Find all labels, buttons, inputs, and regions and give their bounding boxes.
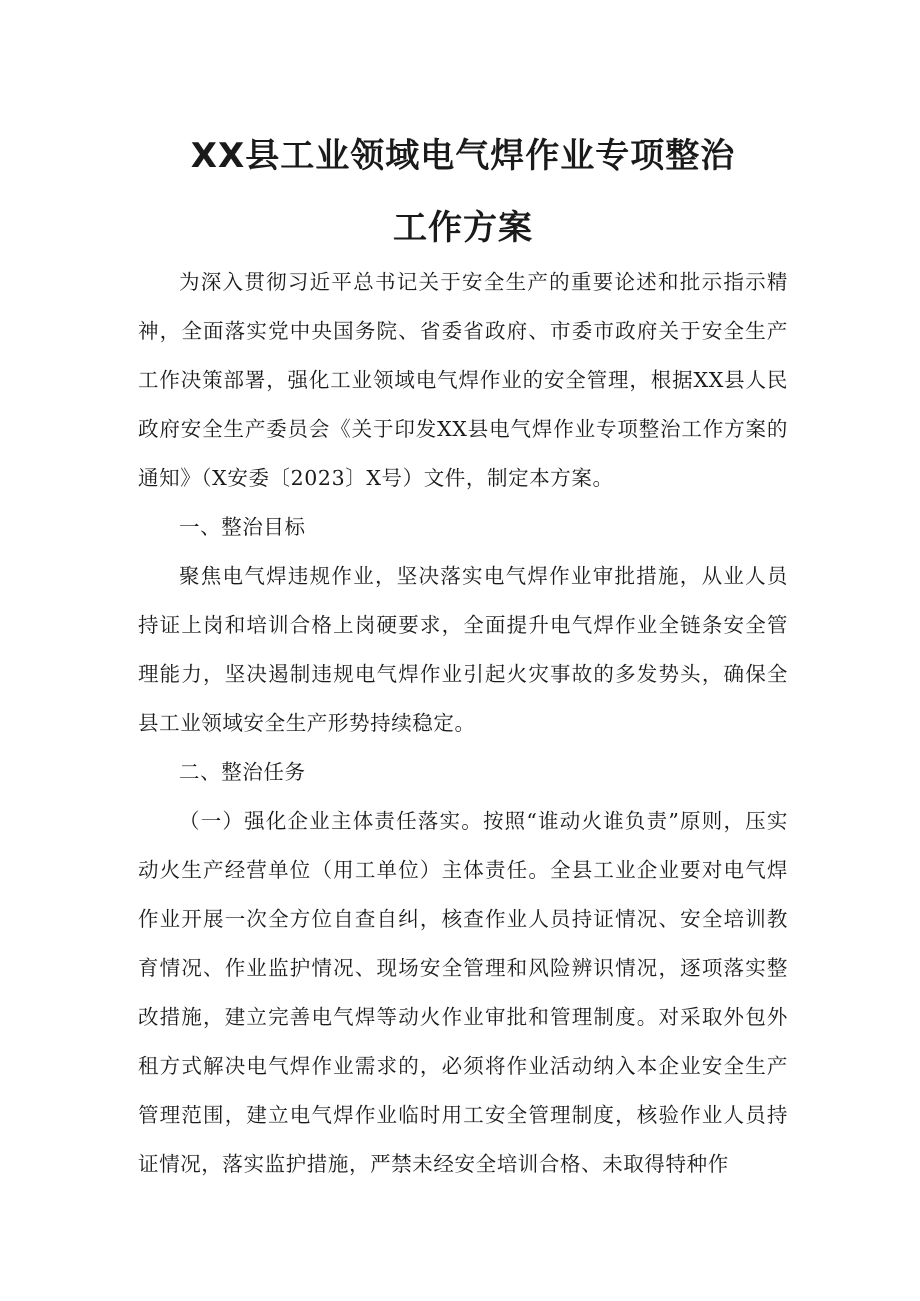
document-title-line-1: XX县工业领域电气焊作业专项整治 <box>190 136 736 176</box>
document-body <box>138 258 788 1189</box>
intro-paragraph: 为深入贯彻习近平总书记关于安全生产的重要论述和批示指示精神，全面落实党中央国务院、省委省政府、市委市政府关于安全生产工作决策部署，强化工业领域电气焊作业的安全管理，根据XX县人民政府安全生产委员会《关于印发XX县电气焊作业专项整治工作方案的通知》（X安委〔2023〕X号）文件，制定本方案。 <box>138 270 788 490</box>
section-1-paragraph: 聚焦电气焊违规作业，坚决落实电气焊作业审批措施，从业人员持证上岗和培训合格上岗硬要求，全面提升电气焊作业全链条安全管理能力，坚决遏制违规电气焊作业引起火灾事故的多发势头，确保全县工业领域安全生产形势持续稳定。 <box>138 564 788 735</box>
document-title-line-2: 工作方案 <box>393 208 533 248</box>
section-2-item-1-paragraph: （一）强化企业主体责任落实。按照“谁动火谁负责”原则，压实动火生产经营单位（用工单位）主体责任。全县工业企业要对电气焊作业开展一次全方位自查自纠，核查作业人员持证情况、安全培训教育情况、作业监护情况、现场安全管理和风险辨识情况，逐项落实整改措施，建立完善电气焊等动火作业审批和管理制度。对采取外包外租方式解决电气焊作业需求的，必须将作业活动纳入本企业安全生产管理范围，建立电气焊作业临时用工安全管理制度，核验作业人员持证情况，落实监护措施，严禁未经安全培训合格、未取得特种作 <box>138 809 788 1176</box>
section-1-heading: 一、整治目标 <box>179 515 306 539</box>
section-2-heading: 二、整治任务 <box>179 760 306 784</box>
